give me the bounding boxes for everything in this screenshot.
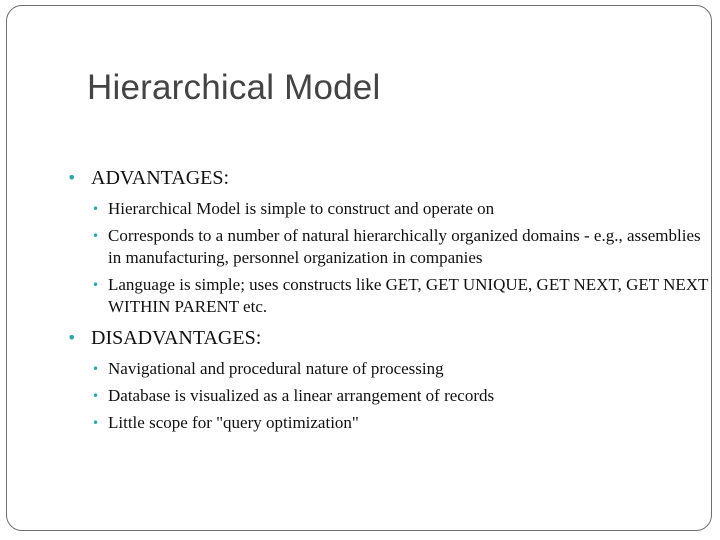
slide-frame <box>6 5 712 531</box>
bullet-dot-icon: • <box>67 168 77 187</box>
list-item-text: Database is visualized as a linear arrangement of records <box>108 386 495 405</box>
list-item-text: Language is simple; uses constructs like GET, GET UNIQUE, GET NEXT, GET NEXT WITHIN PARENT etc. <box>108 275 709 316</box>
bullet-dot-icon: • <box>67 328 77 347</box>
list-item <box>92 274 717 318</box>
list-item <box>92 358 717 380</box>
list-item-text: Corresponds to a number of natural hierarchically organized domains - e.g., assemblies in manufacturing, personnel organization in companies <box>108 226 701 267</box>
list-item-text: Little scope for "query optimization" <box>108 413 359 432</box>
bullet-dot-icon: • <box>92 362 100 376</box>
list-item <box>92 385 717 407</box>
slide-title: Hierarchical Model <box>87 68 381 107</box>
bullet-dot-icon: • <box>92 278 100 292</box>
section-heading-label: DISADVANTAGES: <box>91 327 262 349</box>
list-item <box>92 412 717 434</box>
section-heading-disadvantages <box>67 326 717 350</box>
bullet-dot-icon: • <box>92 416 100 430</box>
list-item <box>92 198 717 220</box>
slide-content <box>67 166 717 439</box>
section-heading-advantages <box>67 166 717 190</box>
list-item <box>92 225 717 269</box>
list-item-text: Navigational and procedural nature of processing <box>108 359 444 378</box>
section-heading-label: ADVANTAGES: <box>91 167 230 189</box>
bullet-dot-icon: • <box>92 229 100 243</box>
bullet-dot-icon: • <box>92 202 100 216</box>
bullet-dot-icon: • <box>92 389 100 403</box>
list-item-text: Hierarchical Model is simple to construct and operate on <box>108 199 495 218</box>
